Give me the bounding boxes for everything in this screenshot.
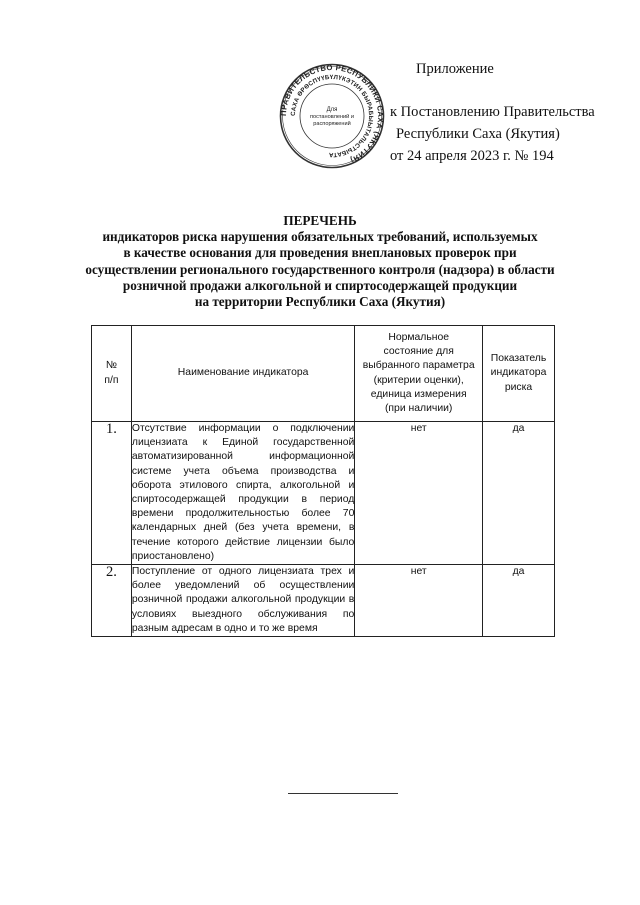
header-norm-line-2: состояние для bbox=[383, 346, 454, 358]
header-risk-line-1: Показатель bbox=[490, 353, 547, 365]
risk-indicator: да bbox=[483, 565, 555, 637]
heading-line-5: на территории Республики Саха (Якутия) bbox=[194, 294, 446, 310]
heading-line-1: индикаторов риска нарушения обязательных требований, используемых bbox=[102, 229, 538, 245]
risk-indicator: да bbox=[483, 422, 555, 565]
indicators-table bbox=[91, 325, 555, 637]
row-number: 2. bbox=[92, 565, 132, 637]
header-norm bbox=[355, 326, 483, 422]
header-num-line-1: № bbox=[105, 360, 118, 372]
indicator-name: Отсутствие информации о подключении лицензиата к Единой государственной автоматизированной информационной системе учета объема производства и оборота этилового спирта, алкогольной и спиртосодержащей продукции в период времени продолжительностью более 70 календарных дней (без учета времени, в течение которого действие лицензии было приостановлено) bbox=[131, 422, 354, 565]
header-norm-line-4: (критерии оценки), bbox=[373, 374, 464, 386]
header-risk-line-2: индикатора bbox=[490, 367, 547, 379]
header-risk-line-3: риска bbox=[504, 381, 533, 393]
header-num bbox=[92, 326, 132, 422]
heading-line-2: в качестве основания для проведения внеплановых проверок при bbox=[123, 245, 517, 261]
stamp-center-line-2: постановлений и bbox=[310, 114, 354, 120]
stamp-outer-text: ПРАВИТЕЛЬСТВО РЕСПУБЛИКИ САХА (ЯКУТИЯ) bbox=[279, 63, 385, 165]
appendix-block bbox=[390, 58, 640, 167]
header-num-line-2: п/п bbox=[104, 374, 119, 386]
indicator-name: Поступление от одного лицензиата трех и более уведомлений об осуществлении розничной продажи алкогольной продукции в условиях выездного обслуживания по разным адресам в одно и то же время bbox=[131, 565, 354, 637]
closing-line bbox=[288, 793, 398, 794]
header-risk bbox=[483, 326, 555, 422]
header-norm-line-6: (при наличии) bbox=[384, 402, 453, 414]
stamp-inner-text: САХА ӨРӨСПҮҮБҮЛҮКЭТИН БЫРАБЫЫТАЛЬСТЫБАТА bbox=[289, 73, 375, 159]
official-stamp bbox=[279, 63, 385, 169]
header-norm-line-1: Нормальное bbox=[388, 331, 450, 343]
normal-state: нет bbox=[355, 565, 483, 637]
table-row bbox=[92, 565, 555, 637]
appendix-line-2: Республики Саха (Якутия) bbox=[396, 126, 560, 142]
header-name: Наименование индикатора bbox=[131, 326, 354, 422]
heading-title: ПЕРЕЧЕНЬ bbox=[283, 213, 357, 228]
heading-line-4: розничной продажи алкогольной и спиртосодержащей продукции bbox=[122, 277, 518, 293]
row-number: 1. bbox=[92, 422, 132, 565]
appendix-line-1: к Постановлению Правительства bbox=[390, 104, 595, 120]
header-norm-line-3: выбранного параметра bbox=[362, 360, 475, 372]
stamp-center-line-1: Для bbox=[326, 107, 338, 113]
table-row bbox=[92, 422, 555, 565]
table-header-row bbox=[92, 326, 555, 422]
stamp-center-line-3: распоряжений bbox=[313, 121, 351, 127]
normal-state: нет bbox=[355, 422, 483, 565]
heading-line-3: осуществлении регионального государственного контроля (надзора) в области bbox=[85, 261, 555, 277]
appendix-line-3: от 24 апреля 2023 г. № 194 bbox=[390, 148, 554, 164]
header-norm-line-5: единица измерения bbox=[370, 388, 467, 400]
appendix-title: Приложение bbox=[416, 61, 494, 77]
document-heading bbox=[60, 213, 580, 310]
